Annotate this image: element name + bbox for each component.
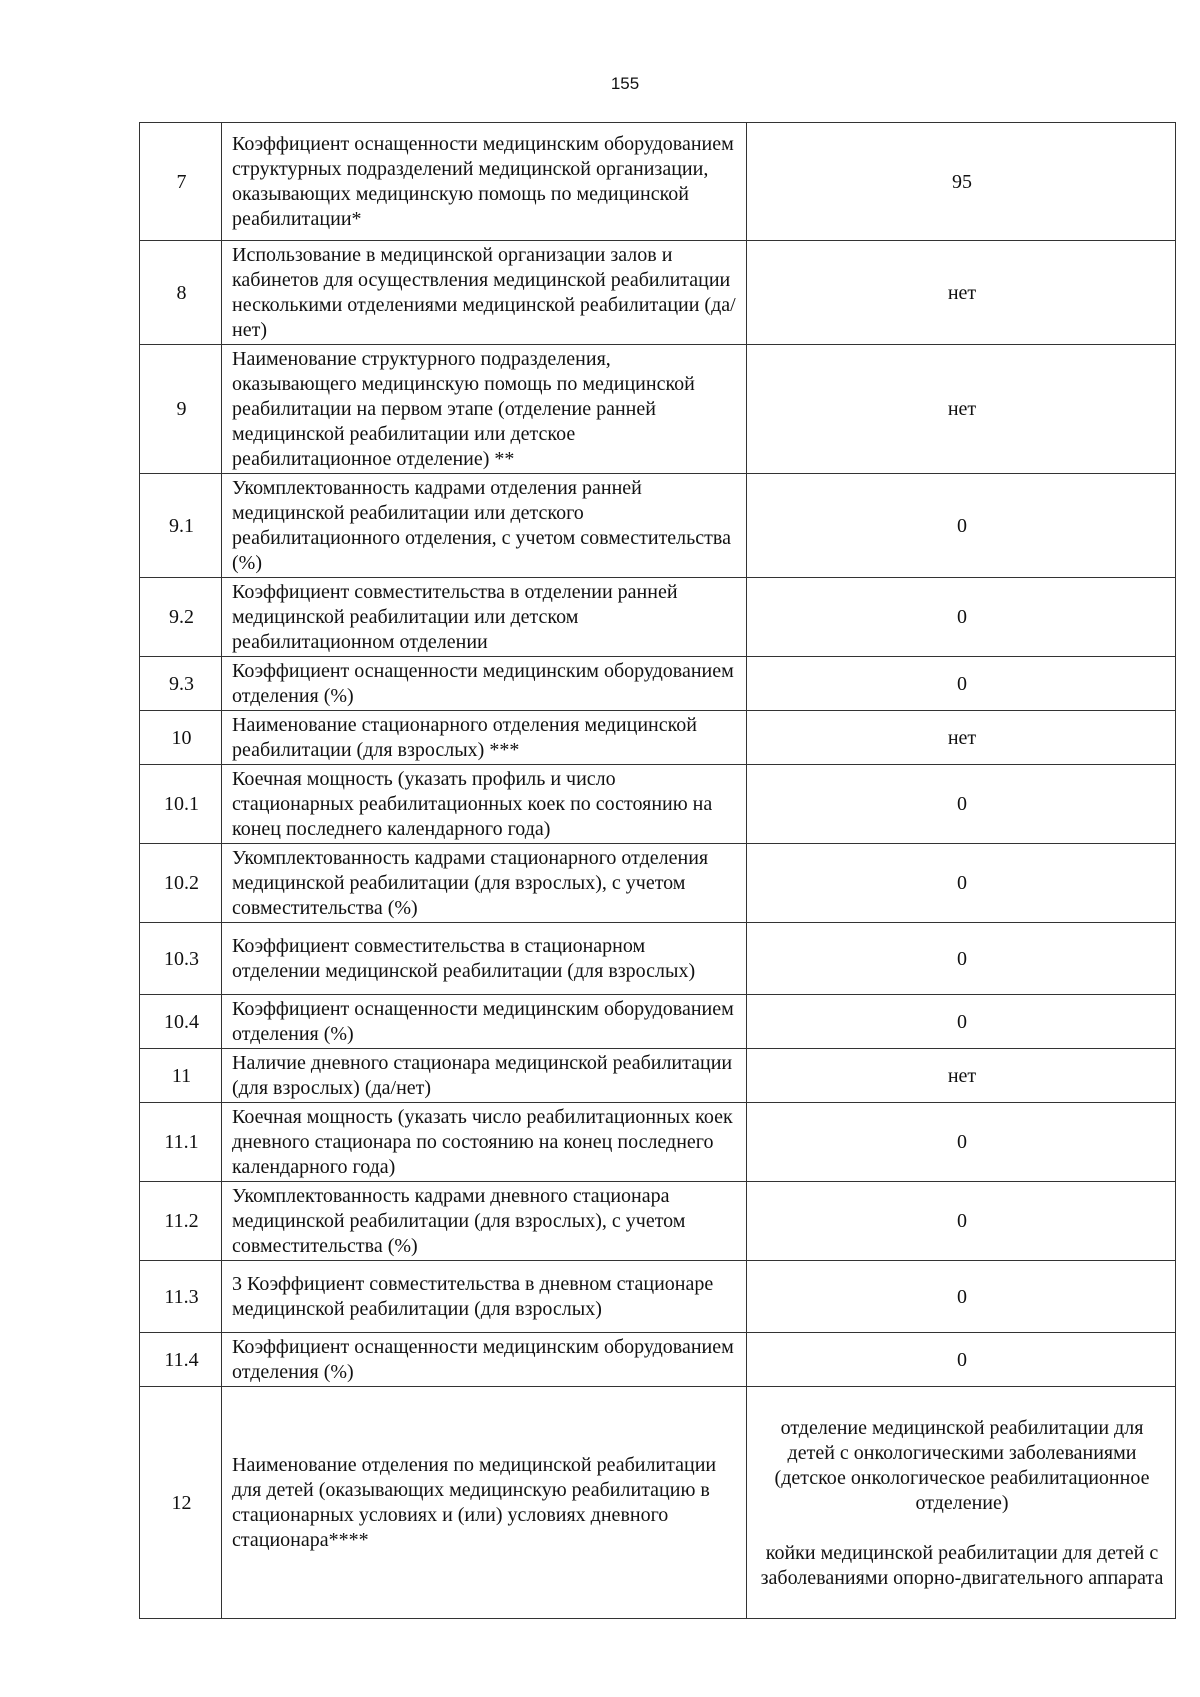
row-value: нет <box>747 241 1176 345</box>
row-number: 9.3 <box>140 657 222 711</box>
row-number: 9.2 <box>140 578 222 657</box>
table-row <box>140 995 1176 1049</box>
table-body <box>140 123 1176 1619</box>
table-row <box>140 1103 1176 1182</box>
row-number: 7 <box>140 123 222 241</box>
row-value: нет <box>747 1049 1176 1103</box>
row-value: 95 <box>747 123 1176 241</box>
table-row-12 <box>140 1387 1176 1619</box>
row-indicator-name: Наименование структурного подразделения, оказывающего медицинскую помощь по медицинской реабилитации на первом этапе (отделение ранней медицинской реабилитации или детское реабилитационное отделение) ** <box>222 345 747 474</box>
table-row <box>140 657 1176 711</box>
row-value: 0 <box>747 1103 1176 1182</box>
row-number: 11.3 <box>140 1261 222 1333</box>
row-value: 0 <box>747 995 1176 1049</box>
row-number: 9.1 <box>140 474 222 578</box>
row-number: 10 <box>140 711 222 765</box>
row-indicator-name: Использование в медицинской организации залов и кабинетов для осуществления медицинской реабилитации несколькими отделениями медицинской реабилитации (да/нет) <box>222 241 747 345</box>
table-row <box>140 345 1176 474</box>
row-value <box>747 1387 1176 1619</box>
row-indicator-name: Коэффициент совместительства в стационарном отделении медицинской реабилитации (для взрослых) <box>222 923 747 995</box>
row-indicator-name: Коэффициент оснащенности медицинским оборудованием отделения (%) <box>222 995 747 1049</box>
row-number: 11 <box>140 1049 222 1103</box>
table-row <box>140 844 1176 923</box>
table-row <box>140 241 1176 345</box>
row-number: 8 <box>140 241 222 345</box>
row-indicator-name: Коечная мощность (указать профиль и число стационарных реабилитационных коек по состоянию на конец последнего календарного года) <box>222 765 747 844</box>
table-row <box>140 1049 1176 1103</box>
table-row <box>140 578 1176 657</box>
row-value: 0 <box>747 923 1176 995</box>
row-number: 12 <box>140 1387 222 1619</box>
table-row <box>140 765 1176 844</box>
row-indicator-name: Коэффициент оснащенности медицинским оборудованием отделения (%) <box>222 1333 747 1387</box>
row-value: нет <box>747 711 1176 765</box>
row-value: 0 <box>747 765 1176 844</box>
table-row <box>140 123 1176 241</box>
row-number: 11.1 <box>140 1103 222 1182</box>
row-value: 0 <box>747 578 1176 657</box>
row-indicator-name: Укомплектованность кадрами стационарного отделения медицинской реабилитации (для взрослых), с учетом совместительства (%) <box>222 844 747 923</box>
table-row <box>140 711 1176 765</box>
row-indicator-name: 3 Коэффициент совместительства в дневном стационаре медицинской реабилитации (для взрослых) <box>222 1261 747 1333</box>
row-indicator-name: Наименование отделения по медицинской реабилитации для детей (оказывающих медицинскую реабилитацию в стационарных условиях и (или) условиях дневного стационара**** <box>222 1387 747 1619</box>
row-indicator-name: Укомплектованность кадрами дневного стационара медицинской реабилитации (для взрослых), с учетом совместительства (%) <box>222 1182 747 1261</box>
row-value: 0 <box>747 1261 1176 1333</box>
row-value: 0 <box>747 474 1176 578</box>
row-indicator-name: Коечная мощность (указать число реабилитационных коек дневного стационара по состоянию на конец последнего календарного года) <box>222 1103 747 1182</box>
table-row <box>140 923 1176 995</box>
row-value-text: отделение медицинской реабилитации для детей с онкологическими заболеваниями (детское онкологическое реабилитационное отделение) <box>774 1416 1150 1514</box>
page-number: 155 <box>610 74 640 93</box>
row-value: нет <box>747 345 1176 474</box>
row-number: 10.4 <box>140 995 222 1049</box>
row-number: 9 <box>140 345 222 474</box>
row-value: 0 <box>747 844 1176 923</box>
table-row <box>140 474 1176 578</box>
row-indicator-name: Коэффициент оснащенности медицинским оборудованием структурных подразделений медицинской организации, оказывающих медицинскую помощь по медицинской реабилитации* <box>222 123 747 241</box>
table-row <box>140 1182 1176 1261</box>
table-row <box>140 1333 1176 1387</box>
row-value-text: койки медицинской реабилитации для детей с заболеваниями опорно-двигательного аппарата <box>760 1541 1164 1589</box>
indicators-table <box>139 122 1176 1619</box>
row-indicator-name: Укомплектованность кадрами отделения ранней медицинской реабилитации или детского реабилитационного отделения, с учетом совместительства (%) <box>222 474 747 578</box>
value-spacer <box>757 1516 1167 1541</box>
row-number: 10.1 <box>140 765 222 844</box>
row-value: 0 <box>747 1182 1176 1261</box>
row-indicator-name: Наименование стационарного отделения медицинской реабилитации (для взрослых) *** <box>222 711 747 765</box>
row-number: 11.4 <box>140 1333 222 1387</box>
row-indicator-name: Коэффициент оснащенности медицинским оборудованием отделения (%) <box>222 657 747 711</box>
row-number: 10.2 <box>140 844 222 923</box>
row-indicator-name: Наличие дневного стационара медицинской реабилитации (для взрослых) (да/нет) <box>222 1049 747 1103</box>
row-value: 0 <box>747 657 1176 711</box>
row-value: 0 <box>747 1333 1176 1387</box>
table-row <box>140 1261 1176 1333</box>
row-number: 11.2 <box>140 1182 222 1261</box>
row-indicator-name: Коэффициент совместительства в отделении ранней медицинской реабилитации или детском реабилитационном отделении <box>222 578 747 657</box>
row-number: 10.3 <box>140 923 222 995</box>
